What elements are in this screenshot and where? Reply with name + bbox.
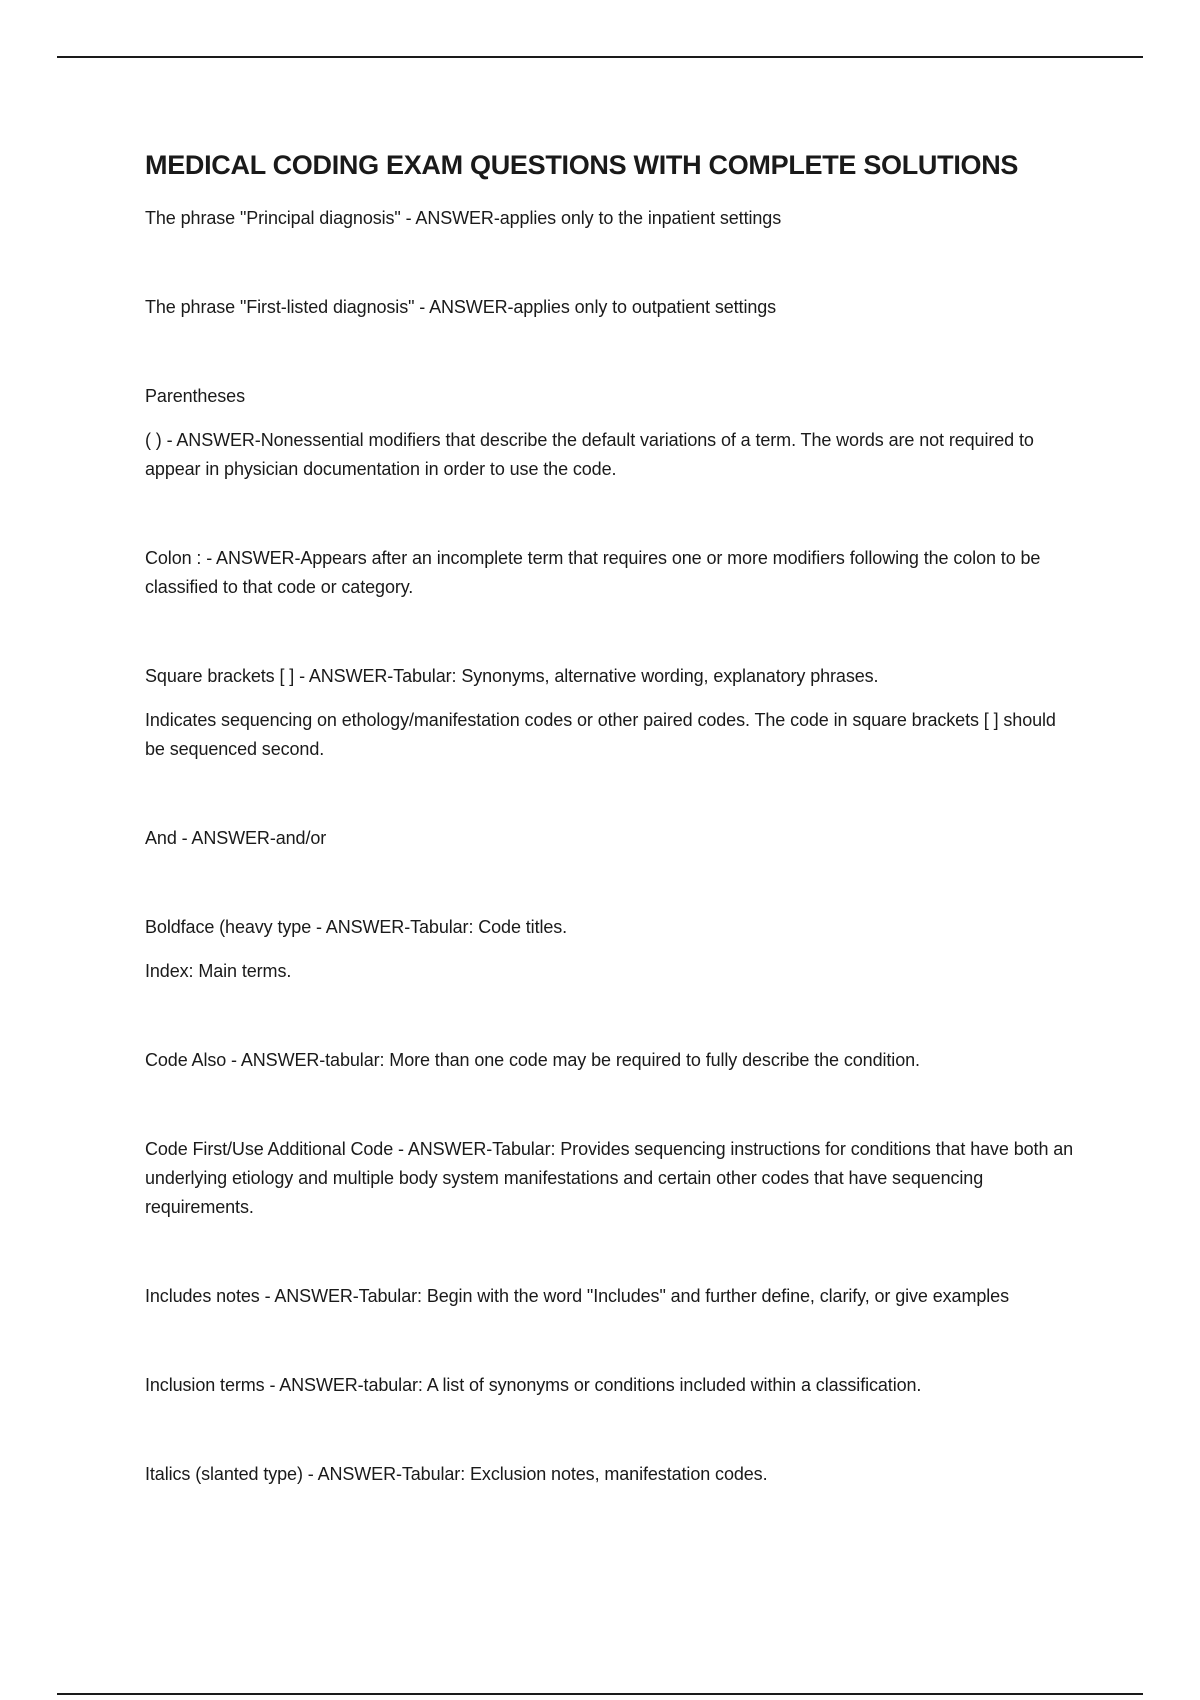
qa-parentheses-answer: ( ) - ANSWER-Nonessential modifiers that describe the default variations of a term. The words are not required to appear in physician documentation in order to use the code. [145,430,1034,479]
qa-and: And - ANSWER-and/or [145,828,327,848]
qa-square-brackets-cont: Indicates sequencing on ethology/manifestation codes or other paired codes. The code in square brackets [ ] should be sequenced second. [145,710,1056,759]
qa-square-brackets: Square brackets [ ] - ANSWER-Tabular: Synonyms, alternative wording, explanatory phrases. [145,666,879,686]
document-title: MEDICAL CODING EXAM QUESTIONS WITH COMPLETE SOLUTIONS [145,150,1019,180]
header-rule [57,56,1143,58]
footer-rule [57,1693,1143,1695]
qa-parentheses-heading: Parentheses [145,386,245,406]
qa-includes-notes: Includes notes - ANSWER-Tabular: Begin with the word "Includes" and further define, clarify, or give examples [145,1286,1009,1306]
qa-colon: Colon : - ANSWER-Appears after an incomplete term that requires one or more modifiers following the colon to be classified to that code or category. [145,548,1041,597]
qa-first-listed-diagnosis: The phrase "First-listed diagnosis" - ANSWER-applies only to outpatient settings [145,297,777,317]
qa-principal-diagnosis: The phrase "Principal diagnosis" - ANSWER-applies only to the inpatient settings [145,208,782,228]
qa-inclusion-terms: Inclusion terms - ANSWER-tabular: A list of synonyms or conditions included within a classification. [145,1375,922,1395]
qa-code-also: Code Also - ANSWER-tabular: More than one code may be required to fully describe the condition. [145,1050,920,1070]
document-body [145,148,1075,1489]
qa-italics: Italics (slanted type) - ANSWER-Tabular: Exclusion notes, manifestation codes. [145,1464,768,1484]
qa-boldface: Boldface (heavy type - ANSWER-Tabular: Code titles. [145,917,568,937]
qa-code-first: Code First/Use Additional Code - ANSWER-Tabular: Provides sequencing instructions for conditions that have both an underlying etiology and multiple body system manifestations and certain other codes that have sequencing requirements. [145,1139,1074,1217]
qa-boldface-index: Index: Main terms. [145,961,292,981]
